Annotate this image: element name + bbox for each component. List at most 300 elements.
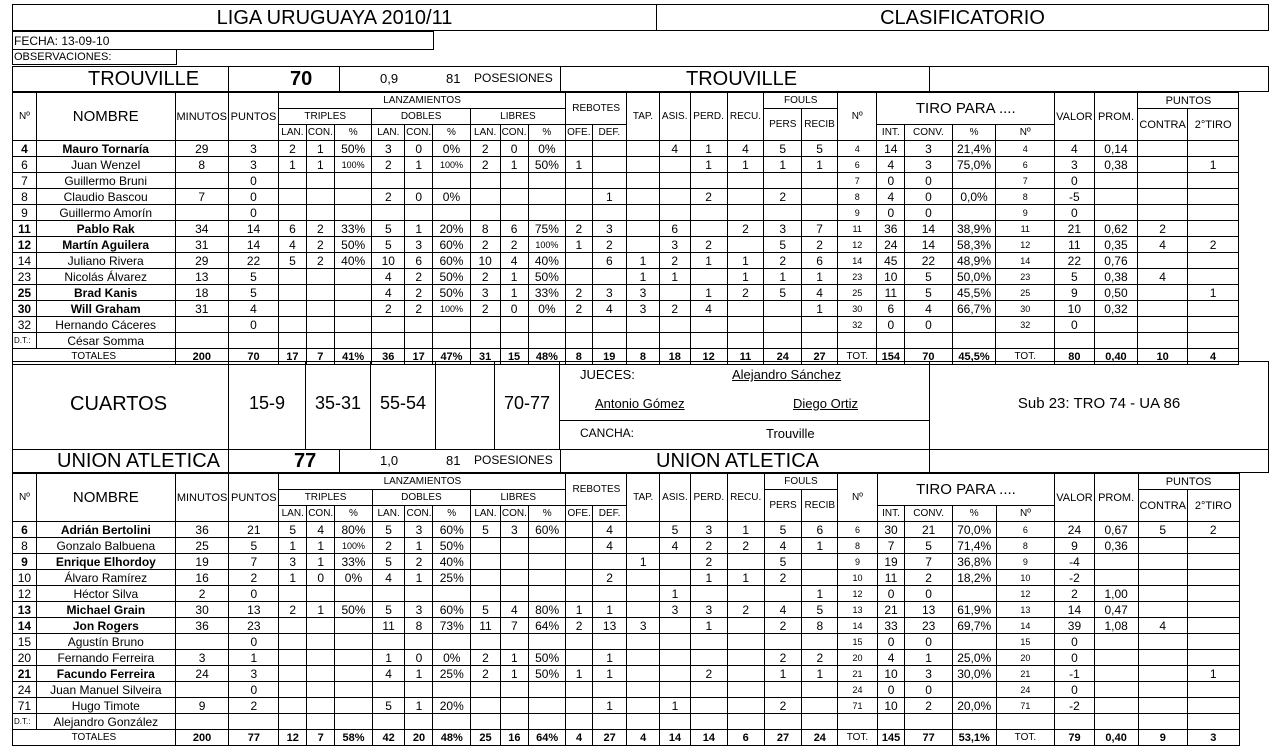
stat-cell: 1 <box>405 221 433 237</box>
empty-cell <box>877 714 905 730</box>
stat-cell <box>278 189 306 205</box>
stat-cell: 2 <box>306 237 334 253</box>
stat-cell <box>335 618 373 634</box>
col-triples: TRIPLES <box>279 490 372 506</box>
stat-cell <box>335 634 373 650</box>
cuartos-label: CUARTOS <box>70 393 168 415</box>
stat-cell <box>278 285 306 301</box>
player-name: Gonzalo Balbuena <box>36 538 175 554</box>
stat-cell: 14 <box>13 618 37 634</box>
player-name: Enrique Elhordoy <box>36 554 175 570</box>
stat-cell <box>627 586 660 602</box>
col-libres: LIBRES <box>471 490 566 506</box>
stat-cell: 8 <box>13 189 37 205</box>
stat-cell <box>372 205 405 221</box>
stat-cell: 6 <box>996 157 1055 173</box>
player-row <box>13 522 1282 538</box>
stat-cell: 5 <box>372 554 405 570</box>
stat-cell <box>306 285 334 301</box>
stat-cell: 1 <box>405 698 433 714</box>
jueces-label: JUECES: <box>580 367 635 382</box>
col-int: INT. <box>877 506 905 522</box>
stat-cell <box>1138 173 1187 189</box>
dt-label: D.T.: <box>13 714 37 730</box>
stat-cell: 7 <box>229 554 279 570</box>
stat-cell <box>335 682 373 698</box>
stat-cell: 2 <box>764 650 802 666</box>
stat-cell <box>1187 682 1239 698</box>
stat-cell: 1 <box>802 269 838 285</box>
col-pct-tiro: % <box>952 506 996 522</box>
stat-cell <box>500 570 528 586</box>
stat-cell: 10 <box>470 253 500 269</box>
stat-cell <box>627 682 660 698</box>
stat-cell <box>1094 634 1138 650</box>
stat-cell <box>307 682 335 698</box>
stat-cell <box>660 666 691 682</box>
total-cell: 48% <box>528 349 566 365</box>
player-name: Facundo Ferreira <box>36 666 175 682</box>
stat-cell: 13 <box>229 602 279 618</box>
stat-cell <box>278 269 306 285</box>
stat-cell: 1 <box>802 301 838 317</box>
total-cell: 64% <box>528 730 566 746</box>
total-cell: 8 <box>566 349 592 365</box>
stat-cell: 0 <box>229 189 279 205</box>
stat-cell <box>627 317 660 333</box>
stat-cell: 1 <box>278 157 306 173</box>
stat-cell: 31 <box>175 237 229 253</box>
stat-cell <box>627 538 660 554</box>
stat-cell <box>627 634 660 650</box>
stat-cell: -4 <box>1055 554 1094 570</box>
stat-cell <box>500 538 528 554</box>
col-pct: % <box>528 506 566 522</box>
stat-cell <box>1187 317 1239 333</box>
team1-name-right: TROUVILLE <box>686 68 798 90</box>
stat-cell: 1 <box>566 602 592 618</box>
stat-cell: 38,9% <box>952 221 996 237</box>
stat-cell <box>1094 205 1138 221</box>
player-name: Hugo Timote <box>36 698 175 714</box>
stat-cell: 22 <box>229 253 279 269</box>
stat-cell: 0% <box>433 141 471 157</box>
stat-cell: 1 <box>727 157 764 173</box>
stat-cell: 1 <box>690 285 727 301</box>
stat-cell <box>566 522 592 538</box>
stat-cell <box>433 586 471 602</box>
stat-cell: 20,0% <box>952 698 996 714</box>
stat-cell: 1 <box>405 157 433 173</box>
stat-cell: 6 <box>802 253 838 269</box>
total-cell: 4 <box>627 730 660 746</box>
stat-cell: 0 <box>229 634 279 650</box>
empty-cell <box>528 333 566 349</box>
stat-cell: 1 <box>627 554 660 570</box>
stat-cell: 11 <box>471 618 501 634</box>
stat-cell: 20% <box>433 698 471 714</box>
stat-cell <box>1138 285 1187 301</box>
stat-cell: 1 <box>405 570 433 586</box>
total-cell: 80 <box>1055 349 1094 365</box>
stat-cell <box>500 634 528 650</box>
stat-cell: 2 <box>372 189 405 205</box>
stat-cell: 1 <box>764 269 802 285</box>
stat-cell: 7 <box>175 189 229 205</box>
team2-posesiones-label: POSESIONES <box>474 453 553 467</box>
stat-cell: 14 <box>229 221 279 237</box>
stat-cell: 14 <box>13 253 37 269</box>
coach-name: César Somma <box>36 333 175 349</box>
stat-cell <box>802 570 838 586</box>
stat-cell <box>307 586 335 602</box>
stat-cell: 45,5% <box>952 285 996 301</box>
juez-1: Alejandro Sánchez <box>732 367 842 382</box>
stat-cell: 100% <box>433 301 471 317</box>
empty-cell <box>307 714 335 730</box>
col-con: CON. <box>307 506 335 522</box>
sub23-result: Sub 23: TRO 74 - UA 86 <box>1017 395 1181 412</box>
stat-cell <box>307 650 335 666</box>
stat-cell: 7 <box>500 618 528 634</box>
stat-cell: 5 <box>471 602 501 618</box>
team1-posesiones-label: POSESIONES <box>474 71 553 85</box>
stat-cell: 5 <box>764 237 802 253</box>
stat-cell <box>334 285 372 301</box>
stat-cell: 1 <box>660 586 691 602</box>
player-row <box>13 301 1282 317</box>
stat-cell <box>592 269 627 285</box>
col-lan: LAN. <box>279 506 307 522</box>
player-name: Brad Kanis <box>36 285 175 301</box>
total-cell: 45,5% <box>952 349 996 365</box>
empty-cell <box>727 333 764 349</box>
stat-cell <box>727 666 764 682</box>
stat-cell <box>1094 666 1138 682</box>
stat-cell: 1 <box>802 586 838 602</box>
stat-cell <box>528 317 566 333</box>
stat-cell: 6 <box>13 522 37 538</box>
stat-cell <box>566 698 592 714</box>
stat-cell: 15 <box>838 634 877 650</box>
stat-cell: 0 <box>905 634 952 650</box>
player-row <box>13 698 1282 714</box>
stat-cell <box>1138 189 1187 205</box>
player-name: Will Graham <box>36 301 175 317</box>
stat-cell <box>175 682 229 698</box>
col-pers: PERS <box>764 490 802 522</box>
empty-cell <box>905 714 952 730</box>
stat-cell: 6 <box>405 253 433 269</box>
empty-cell <box>1187 333 1239 349</box>
stat-cell: 50% <box>335 602 373 618</box>
stat-cell <box>727 618 764 634</box>
player-row <box>13 586 1282 602</box>
stat-cell: 3 <box>592 221 627 237</box>
stat-cell <box>500 682 528 698</box>
player-name: Nicolás Álvarez <box>36 269 175 285</box>
stat-cell <box>372 173 405 189</box>
stat-cell <box>433 317 471 333</box>
stat-cell: 25% <box>433 666 471 682</box>
stat-cell <box>1138 317 1187 333</box>
stat-cell: 0 <box>877 173 905 189</box>
stat-cell: 0 <box>1055 173 1094 189</box>
col-pct-tiro: % <box>952 125 996 141</box>
player-row <box>13 602 1282 618</box>
stat-cell: 60% <box>433 602 471 618</box>
stat-cell <box>528 586 566 602</box>
player-name: Guillermo Amorín <box>36 205 175 221</box>
stat-cell: 2 <box>372 301 405 317</box>
stat-cell: 2 <box>1055 586 1094 602</box>
stat-cell: 1 <box>566 666 592 682</box>
stat-cell: 64% <box>528 618 566 634</box>
stat-cell <box>306 317 334 333</box>
juez-3: Diego Ortiz <box>793 396 859 411</box>
stat-cell: 0 <box>905 317 952 333</box>
stat-cell <box>627 666 660 682</box>
stat-cell: 1 <box>690 253 727 269</box>
stat-cell <box>690 221 727 237</box>
stat-cell <box>500 698 528 714</box>
stat-cell: 8 <box>996 189 1055 205</box>
stat-cell <box>627 650 660 666</box>
stat-cell <box>659 157 690 173</box>
stat-cell <box>335 666 373 682</box>
cancha-label: CANCHA: <box>580 426 635 440</box>
stat-cell: 2 <box>727 602 764 618</box>
stat-cell: 11 <box>372 618 405 634</box>
stat-cell: 0 <box>1055 205 1094 221</box>
stat-cell <box>566 205 592 221</box>
total-cell: 11 <box>727 349 764 365</box>
stat-cell: 1 <box>592 189 627 205</box>
total-cell: 20 <box>405 730 433 746</box>
stat-cell: 4 <box>838 141 877 157</box>
stat-cell <box>592 141 627 157</box>
stat-cell: 14 <box>996 618 1055 634</box>
stat-cell: 12 <box>838 586 877 602</box>
stat-cell: 25 <box>838 285 877 301</box>
total-cell: 19 <box>592 349 627 365</box>
stat-cell <box>727 682 764 698</box>
total-cell: 145 <box>877 730 905 746</box>
stat-cell <box>690 317 727 333</box>
col-def: DEF. <box>592 125 627 141</box>
stat-cell: 1 <box>690 618 727 634</box>
stat-cell: 3 <box>229 141 279 157</box>
stat-cell: 4 <box>690 301 727 317</box>
stat-cell <box>660 634 691 650</box>
stat-cell: 5 <box>372 237 405 253</box>
header-row-1 <box>13 474 1282 490</box>
total-cell: 154 <box>877 349 905 365</box>
player-name: Jon Rogers <box>36 618 175 634</box>
stat-cell: 1 <box>405 666 433 682</box>
stat-cell: 2 <box>372 538 405 554</box>
stat-cell: 1 <box>690 157 727 173</box>
stat-cell <box>278 173 306 189</box>
stat-cell <box>1187 205 1239 221</box>
stat-cell: 14 <box>996 253 1055 269</box>
stat-cell: 0 <box>500 301 528 317</box>
stat-cell: 20 <box>996 650 1055 666</box>
player-name: Mauro Tornaría <box>36 141 175 157</box>
stat-cell: 4 <box>660 538 691 554</box>
col-tap: TAP. <box>627 93 660 141</box>
stat-cell: 6 <box>802 522 838 538</box>
stat-cell: 33% <box>528 285 566 301</box>
stat-cell <box>764 317 802 333</box>
stat-cell: 2 <box>764 189 802 205</box>
stat-cell: 2 <box>727 285 764 301</box>
stat-cell: 3 <box>690 522 727 538</box>
stat-cell: 0 <box>877 634 905 650</box>
total-cell: 15 <box>500 349 528 365</box>
stat-cell <box>764 634 802 650</box>
col-perd: PERD. <box>690 93 727 141</box>
stat-cell: 5 <box>229 269 279 285</box>
stat-cell: 2 <box>175 586 229 602</box>
stat-cell <box>1187 141 1239 157</box>
stat-cell: 1 <box>1187 285 1239 301</box>
total-cell: 10 <box>1138 349 1187 365</box>
stat-cell <box>1138 141 1187 157</box>
stat-cell <box>433 205 471 221</box>
stat-cell <box>566 650 592 666</box>
empty-cell <box>690 714 727 730</box>
stat-cell <box>659 285 690 301</box>
stat-cell: 0,35 <box>1094 237 1138 253</box>
stat-cell: 0% <box>528 301 566 317</box>
col-conv: CONV. <box>905 506 952 522</box>
stat-cell: 2 <box>278 141 306 157</box>
col-triples: TRIPLES <box>278 109 371 125</box>
stat-cell: 23 <box>838 269 877 285</box>
stat-cell <box>1187 538 1239 554</box>
stat-cell <box>528 189 566 205</box>
tot-label: TOT. <box>996 349 1055 365</box>
stat-cell <box>1187 189 1239 205</box>
stat-cell: 1 <box>307 538 335 554</box>
stat-cell <box>372 586 405 602</box>
total-cell: 70 <box>905 349 952 365</box>
col-lan: LAN. <box>471 506 501 522</box>
stat-cell <box>528 698 566 714</box>
stat-cell <box>627 205 660 221</box>
stat-cell <box>1187 698 1239 714</box>
stat-cell: 4 <box>592 301 627 317</box>
cancha-value: Trouville <box>766 426 815 441</box>
stat-cell: 8 <box>996 538 1055 554</box>
stat-cell: 4 <box>996 141 1055 157</box>
stat-cell <box>334 301 372 317</box>
stat-cell: 3 <box>500 522 528 538</box>
stat-cell: 3 <box>905 666 952 682</box>
empty-cell <box>996 333 1055 349</box>
stat-cell: 50% <box>433 538 471 554</box>
empty-cell <box>764 714 802 730</box>
stat-cell <box>1138 253 1187 269</box>
stat-cell: 23 <box>996 269 1055 285</box>
stat-cell <box>405 173 433 189</box>
col-pct: % <box>433 125 471 141</box>
stat-cell <box>566 141 592 157</box>
stat-cell <box>1138 538 1187 554</box>
stat-cell: 2 <box>690 554 727 570</box>
stat-cell <box>952 586 996 602</box>
stat-cell: 20 <box>838 650 877 666</box>
stat-cell: 39 <box>1055 618 1094 634</box>
stat-cell: 2 <box>500 237 528 253</box>
stat-cell: 4 <box>592 522 627 538</box>
stat-cell <box>372 682 405 698</box>
empty-cell <box>1055 714 1094 730</box>
stat-cell <box>952 682 996 698</box>
empty-cell <box>335 714 373 730</box>
total-cell: 3 <box>1187 730 1239 746</box>
stat-cell: 5 <box>764 141 802 157</box>
stat-cell: 2 <box>764 698 802 714</box>
stat-cell <box>528 538 566 554</box>
stat-cell: 23 <box>229 618 279 634</box>
stat-cell: 0 <box>1055 682 1094 698</box>
stat-cell: 2 <box>470 237 500 253</box>
stat-cell <box>690 682 727 698</box>
stat-cell <box>405 634 433 650</box>
stat-cell: 50% <box>528 650 566 666</box>
stat-cell <box>1187 602 1239 618</box>
total-cell: 14 <box>660 730 691 746</box>
stat-cell: 48,9% <box>952 253 996 269</box>
player-row <box>13 650 1282 666</box>
stat-cell <box>306 301 334 317</box>
stat-cell: 2 <box>470 157 500 173</box>
player-row <box>13 317 1282 333</box>
stat-cell: 36,8% <box>952 554 996 570</box>
stat-cell <box>1138 570 1187 586</box>
stat-cell: 2 <box>802 237 838 253</box>
empty-cell <box>660 714 691 730</box>
stat-cell <box>627 221 660 237</box>
stat-cell: 13 <box>996 602 1055 618</box>
col-pct: % <box>334 125 372 141</box>
stat-cell: 0 <box>905 205 952 221</box>
stat-cell <box>1094 570 1138 586</box>
stat-cell: 14 <box>905 221 952 237</box>
total-cell: 0,40 <box>1094 349 1138 365</box>
stat-cell: 71,4% <box>952 538 996 554</box>
tot-label: TOT. <box>996 730 1055 746</box>
empty-cell <box>471 714 501 730</box>
stat-cell: 10 <box>996 570 1055 586</box>
stat-cell: 9 <box>13 554 37 570</box>
stat-cell <box>1094 189 1138 205</box>
empty-cell <box>1138 333 1187 349</box>
team2-score-divider <box>228 449 340 473</box>
stat-cell: 60% <box>433 253 471 269</box>
stat-cell: 14 <box>1055 602 1094 618</box>
stat-cell: 4 <box>764 538 802 554</box>
stat-cell <box>659 189 690 205</box>
stat-cell: 0 <box>405 650 433 666</box>
stat-cell: 6 <box>278 221 306 237</box>
total-cell: 16 <box>500 730 528 746</box>
total-cell: 9 <box>1138 730 1187 746</box>
stat-cell: 5 <box>802 602 838 618</box>
stat-cell: 1 <box>627 269 660 285</box>
